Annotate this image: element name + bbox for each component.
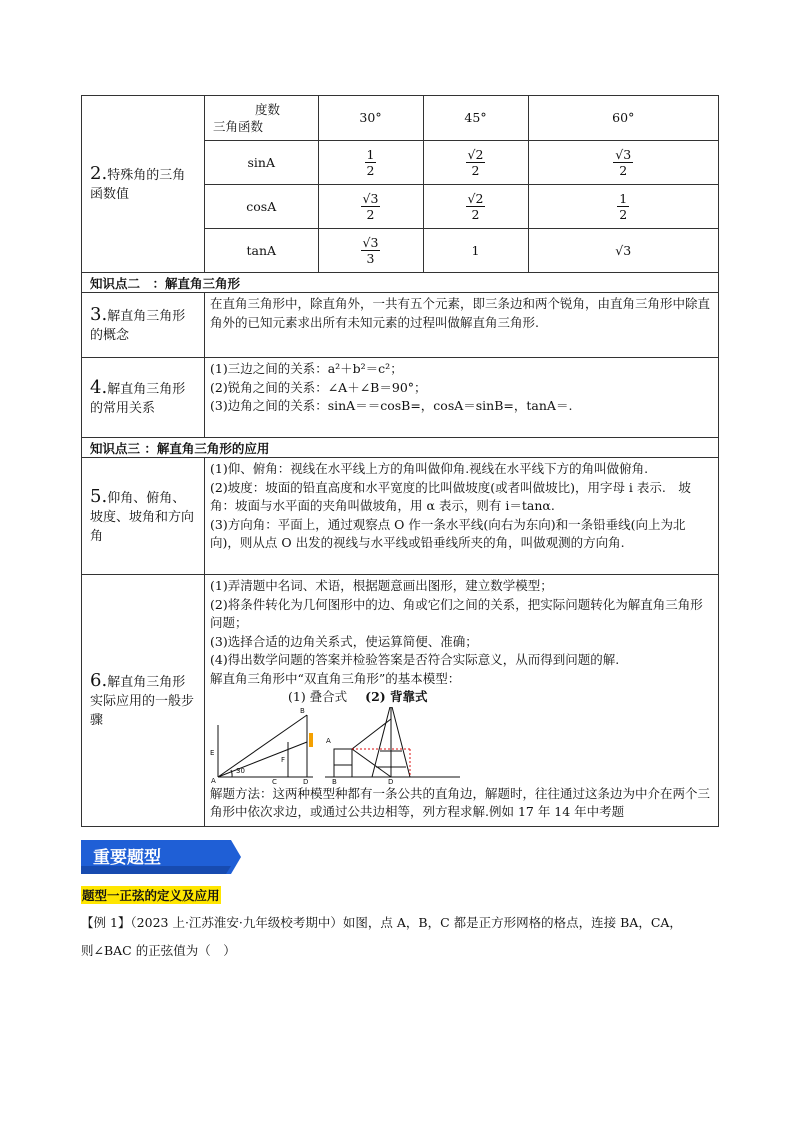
row-label <box>82 96 205 273</box>
concept-line: (2)坡度：坡面的铅直高度和水平宽度的比叫做坡度(或者叫做坡比)，用字母 i 表示. 坡角：坡面与水平面的夹角叫做坡角，用 α 表示，则有 i＝tanα. <box>210 479 691 513</box>
row-number: 6. <box>90 670 108 691</box>
degree-label: 度数 <box>255 101 281 117</box>
label-B2: B <box>332 777 337 785</box>
row-title: 特殊角的三角函数值 <box>90 168 186 202</box>
trig-row-tan <box>205 228 718 272</box>
example-line: 【例 1】（2023 上·江苏淮安·九年级校考期中）如图，点 A，B，C 都是正方形网格的格点，连接 BA，CA， <box>81 915 682 930</box>
method-text: 解题方法：这两种模型种都有一条公共的直角边，解题时，往往通过这条边为中介在两个三角形中依次求边，或通过公共边相等，列方程求解.例如 17 年 14 年中考题 <box>210 785 711 819</box>
row-title: 解直角三角形实际应用的一般步骤 <box>90 675 195 728</box>
banner-title: 重要题型 <box>93 848 161 868</box>
row-number: 4. <box>90 376 108 398</box>
row-content: 在直角三角形中，除直角外，一共有五个元素，即三条边和两个锐角，由直角三角形中除直角外的已知元素求出所有未知元素的过程叫做解直角三角形. <box>205 293 719 358</box>
label-A: A <box>211 776 216 785</box>
section-title: 知识点二 ：解直角三角形 <box>82 273 719 293</box>
fraction: $\frac{√2}{2}$ <box>467 190 484 222</box>
label-D2: D <box>388 777 394 785</box>
table-row <box>82 458 719 575</box>
trig-table-cell <box>205 96 719 273</box>
fraction: $\frac{√3}{2}$ <box>615 146 632 178</box>
table-row <box>82 358 719 438</box>
concept-line: (1)仰、俯角：视线在水平线上方的角叫做仰角.视线在水平线下方的角叫做俯角. <box>210 461 649 476</box>
function-name: tanA <box>205 228 318 272</box>
tan60-value: √3 <box>528 228 718 272</box>
row-title: 仰角、俯角、坡度、坡角和方向角 <box>90 490 195 544</box>
row-content <box>205 575 719 827</box>
angle-header: 60° <box>528 96 718 140</box>
label-E: E <box>210 748 215 757</box>
row-label <box>82 458 205 575</box>
step-line: (3)选择合适的边角关系式，使运算简便、准确； <box>210 633 478 649</box>
table-row <box>82 575 719 827</box>
relation-line: (3)边角之间的关系：sinA＝＝cosB=，cosA＝sinB=，tanA＝. <box>210 398 573 413</box>
step-line: 解直角三角形中“双直角三角形”的基本模型： <box>210 670 461 686</box>
trig-row-sin <box>205 140 718 184</box>
step-line: (1)弄清题中名词、术语，根据题意画出图形，建立数学模型； <box>210 578 553 593</box>
label-B: B <box>300 706 305 715</box>
model-labels <box>210 688 714 707</box>
trig-values-table <box>205 96 718 272</box>
function-label: 三角函数 <box>213 118 264 134</box>
angle-header: 45° <box>423 96 528 140</box>
double-right-triangle-figure <box>210 707 470 785</box>
model-overlap-label: (1) 叠合式 <box>288 689 348 704</box>
tan45-value: 1 <box>423 228 528 272</box>
model-backtoback-label: (2) 背靠式 <box>365 689 428 704</box>
angle-label: 30 <box>236 766 245 775</box>
fraction: $\frac{1}{2}$ <box>619 190 628 222</box>
row-number: 5. <box>90 485 108 507</box>
label-A2: A <box>326 736 331 745</box>
section-title: 知识点三 ：解直角三角形的应用 <box>82 438 719 458</box>
section-header-row <box>82 273 719 293</box>
trig-row-cos <box>205 184 718 228</box>
relation-line: (2)锐角之间的关系：∠A＋∠B＝90°； <box>210 379 427 395</box>
relation-line: (1)三边之间的关系：a²＋b²＝c²； <box>210 361 403 376</box>
row-label <box>82 293 205 358</box>
example-question <box>81 909 721 965</box>
row-content <box>205 358 719 438</box>
banner-shape <box>81 840 241 874</box>
trig-header-row <box>205 96 718 140</box>
row-title: 解直角三角形的概念 <box>90 309 186 343</box>
function-name: cosA <box>205 184 318 228</box>
row-label <box>82 575 205 827</box>
fraction: $\frac{√2}{2}$ <box>467 146 484 178</box>
function-name: sinA <box>205 140 318 184</box>
label-F: F <box>281 755 286 764</box>
row-number: 3. <box>90 304 108 325</box>
model-diagrams <box>210 707 714 785</box>
fraction: $\frac{√3}{3}$ <box>362 234 379 266</box>
table-row <box>82 96 719 273</box>
fraction: $\frac{√3}{2}$ <box>362 190 379 222</box>
knowledge-table <box>81 95 719 827</box>
section-banner <box>81 840 241 874</box>
row-title: 解直角三角形的常用关系 <box>90 381 186 416</box>
row-number: 2. <box>90 163 108 184</box>
step-line: (2)将条件转化为几何图形中的边、角或它们之间的关系，把实际问题转化为解直角三角形问题； <box>210 596 703 630</box>
row-label <box>82 358 205 438</box>
table-row <box>82 293 719 358</box>
question-type-title: 题型一正弦的定义及应用 <box>82 888 220 903</box>
section-header-row <box>82 438 719 458</box>
trig-corner <box>205 96 318 140</box>
example-line: 则∠BAC 的正弦值为（ ） <box>81 943 236 958</box>
fraction: $\frac{1}{2}$ <box>366 146 375 178</box>
concept-line: (3)方向角：平面上，通过观察点 O 作一条水平线(向右为东向)和一条铅垂线(向上为北向)，则从点 O 出发的视线与水平线或铅垂线所夹的角，叫做观测的方向角. <box>210 516 686 550</box>
row-content <box>205 458 719 575</box>
label-D: D <box>303 777 309 785</box>
step-line: (4)得出数学问题的答案并检验答案是否符合实际意义，从而得到问题的解. <box>210 652 620 667</box>
label-C: C <box>272 777 277 785</box>
angle-header: 30° <box>318 96 423 140</box>
